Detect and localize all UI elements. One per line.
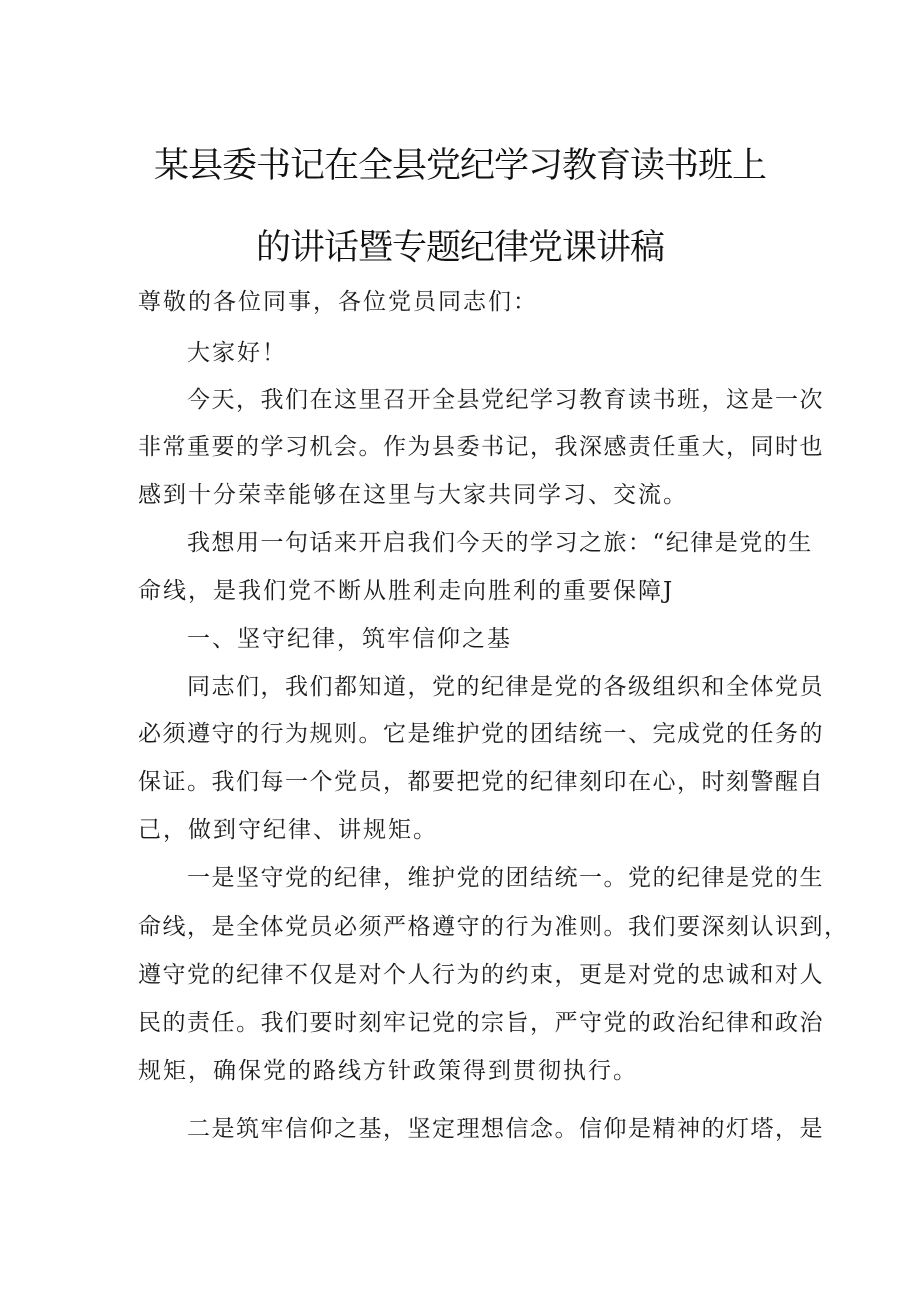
paragraph-line: 己，做到守纪律、讲规矩。 [138,817,438,843]
paragraph-line: 遵守党的纪律不仅是对个人行为的约束，更是对党的忠诚和对人 [138,962,824,988]
paragraph-line: 今天，我们在这里召开全县党纪学习教育读书班，这是一次 [187,387,824,413]
title-line-1: 某县委书记在全县党纪学习教育读书班上 [153,146,766,186]
salutation: 尊敬的各位同事，各位党员同志们： [138,289,538,315]
paragraph-line: 命线，是全体党员必须严格遵守的行为准则。我们要深刻认识到， [138,914,849,940]
paragraph-line: 必须遵守的行为规则。它是维护党的团结统一、完成党的任务的 [138,721,824,747]
paragraph-line: 规矩，确保党的路线方针政策得到贯彻执行。 [138,1058,638,1084]
paragraph-line: 同志们，我们都知道，党的纪律是党的各级组织和全体党员 [187,674,824,700]
paragraph-line: 保证。我们每一个党员，都要把党的纪律刻印在心，时刻警醒自 [138,769,824,795]
paragraph-line: 命线，是我们党不断从胜利走向胜利的重要保障J [138,578,675,604]
greeting: 大家好！ [187,340,287,366]
paragraph-line: 一是坚守党的纪律，维护党的团结统一。党的纪律是党的生 [187,865,824,891]
section-heading: 一、坚守纪律，筑牢信仰之基 [187,626,512,652]
paragraph-line: 非常重要的学习机会。作为县委书记，我深感责任重大，同时也 [138,434,824,460]
paragraph-line: 我想用一句话来开启我们今天的学习之旅：“纪律是党的生 [187,530,813,556]
paragraph-line: 民的责任。我们要时刻牢记党的宗旨，严守党的政治纪律和政治 [138,1010,824,1036]
paragraph-line: 二是筑牢信仰之基，坚定理想信念。信仰是精神的灯塔，是 [187,1116,824,1142]
paragraph-line: 感到十分荣幸能够在这里与大家共同学习、交流。 [138,482,688,508]
title-line-2: 的讲话暨专题纪律党课讲稿 [255,228,664,268]
